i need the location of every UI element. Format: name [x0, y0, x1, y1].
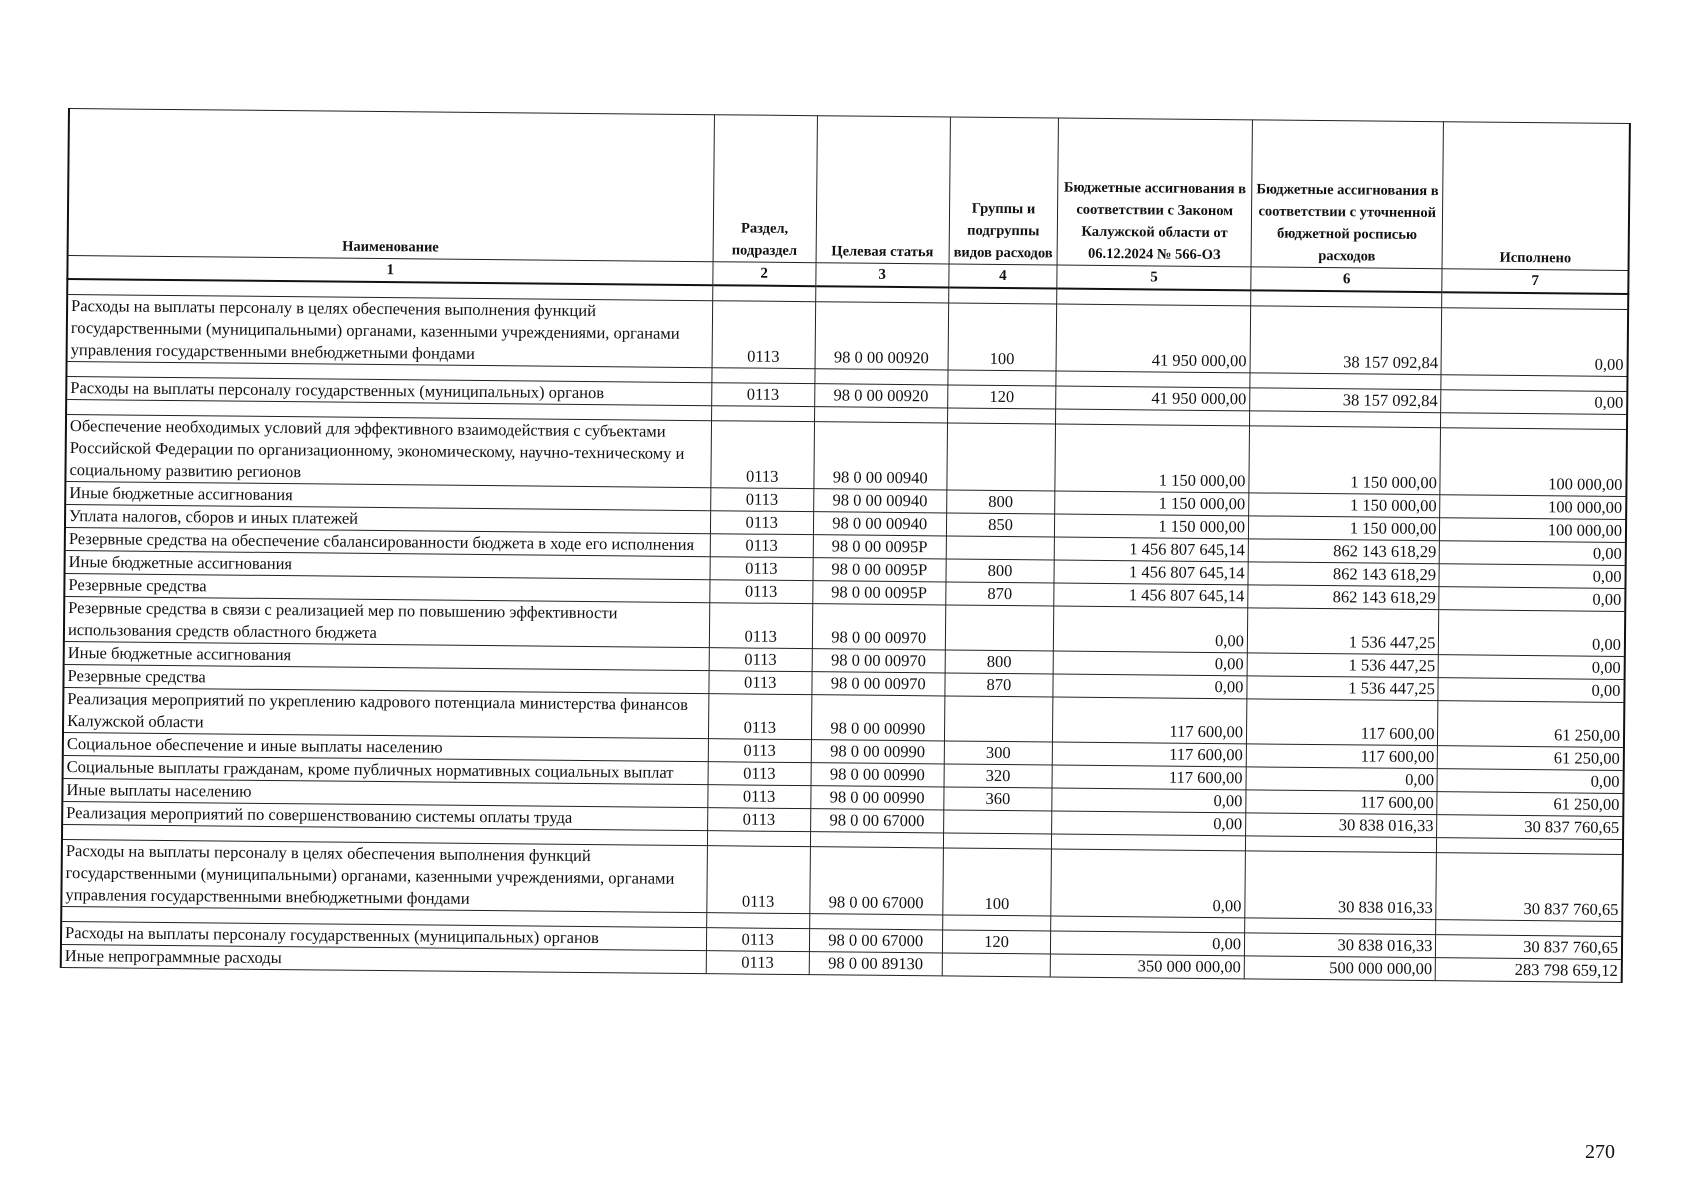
row-name: Иные непрограммные расходы [61, 944, 706, 973]
row-section: 0113 [707, 785, 811, 809]
row-law-amount: 350 000 000,00 [1051, 954, 1245, 979]
spacer-cell [707, 831, 810, 847]
row-executed-amount: 100 000,00 [1440, 518, 1626, 543]
row-law-amount: 117 600,00 [1052, 765, 1246, 790]
row-name: Иные бюджетные ассигнования [64, 641, 709, 670]
row-executed-amount: 0,00 [1438, 678, 1624, 703]
row-refined-amount: 117 600,00 [1246, 744, 1438, 769]
spacer-cell [1251, 290, 1443, 307]
row-name: Иные бюджетные ассигнования [65, 481, 710, 510]
row-target: 98 0 00 0095Р [813, 558, 946, 582]
row-group: 870 [944, 673, 1053, 697]
row-refined-amount: 1 150 000,00 [1248, 516, 1440, 541]
spacer-cell [942, 915, 1051, 931]
row-name: Расходы на выплаты персоналу в целях обеспечения выполнения функций государственными (муниципальными) органами, казенными учреждениями, органами управления государственными внебюджетными фондами [67, 295, 713, 368]
spacer-cell [712, 285, 815, 301]
row-refined-amount: 862 143 618,29 [1248, 562, 1440, 587]
row-target: 98 0 00 0095Р [813, 535, 946, 559]
row-group: 870 [945, 582, 1054, 606]
row-target: 98 0 00 67000 [810, 809, 943, 833]
row-law-amount: 0,00 [1053, 651, 1247, 676]
row-group: 800 [946, 490, 1055, 514]
spacer-cell [706, 913, 809, 929]
column-number: 4 [948, 264, 1057, 289]
row-target: 98 0 00 00920 [815, 302, 948, 370]
row-target: 98 0 00 00990 [811, 786, 944, 810]
row-name: Реализация мероприятий по совершенствованию системы оплаты труда [62, 801, 707, 830]
row-section: 0113 [709, 603, 813, 649]
row-section: 0113 [710, 421, 814, 489]
row-group: 320 [944, 764, 1053, 788]
row-name: Иные бюджетные ассигнования [65, 550, 710, 579]
row-executed-amount: 100 000,00 [1440, 495, 1626, 520]
row-group: 800 [945, 650, 1054, 674]
row-name: Уплата налогов, сборов и иных платежей [65, 504, 710, 533]
column-number: 7 [1442, 269, 1628, 294]
row-group [944, 696, 1053, 742]
row-group: 120 [947, 385, 1056, 409]
spacer-cell [1437, 838, 1623, 855]
spacer-cell [947, 408, 1056, 424]
row-target: 98 0 00 89130 [809, 952, 942, 976]
row-law-amount: 117 600,00 [1053, 697, 1247, 744]
spacer-cell [1057, 289, 1251, 306]
row-refined-amount: 117 600,00 [1246, 790, 1438, 815]
row-section: 0113 [708, 739, 812, 763]
header-law: Бюджетные ассигнования в соответствии с Законом Калужской области от 06.12.2024 № 566-ОЗ [1057, 118, 1252, 267]
row-name: Реализация мероприятий по укреплению кадрового потенциала министерства финансов Калужской области [63, 687, 708, 738]
row-target: 98 0 00 67000 [809, 929, 942, 953]
row-target: 98 0 00 00990 [811, 695, 944, 741]
row-law-amount: 0,00 [1052, 811, 1246, 836]
row-section: 0113 [710, 511, 814, 535]
row-law-amount: 117 600,00 [1053, 742, 1247, 767]
row-name: Резервные средства [64, 573, 709, 602]
row-section: 0113 [711, 383, 815, 407]
row-executed-amount: 30 837 760,65 [1436, 853, 1623, 922]
row-group [945, 605, 1054, 651]
row-refined-amount: 862 143 618,29 [1248, 585, 1440, 610]
spacer-cell [1442, 292, 1628, 309]
row-executed-amount: 0,00 [1439, 655, 1625, 680]
row-section: 0113 [708, 762, 812, 786]
row-executed-amount: 0,00 [1441, 308, 1628, 377]
row-law-amount: 0,00 [1051, 931, 1245, 956]
row-section: 0113 [710, 534, 814, 558]
row-name: Иные выплаты населению [62, 778, 707, 807]
row-executed-amount: 283 798 659,12 [1436, 958, 1622, 983]
row-target: 98 0 00 00970 [812, 649, 945, 673]
row-section: 0113 [706, 846, 810, 914]
spacer-cell [1441, 375, 1627, 392]
row-target: 98 0 00 00990 [811, 740, 944, 764]
row-group [942, 953, 1051, 977]
spacer-cell [711, 406, 814, 422]
row-section: 0113 [709, 580, 813, 604]
header-name: Наименование [68, 109, 714, 262]
row-executed-amount: 0,00 [1439, 564, 1625, 589]
header-refined: Бюджетные ассигнования в соответствии с уточненной бюджетной росписью расходов [1251, 120, 1444, 269]
row-target: 98 0 00 00940 [814, 422, 947, 490]
row-refined-amount: 1 536 447,25 [1247, 608, 1439, 655]
row-refined-amount: 500 000 000,00 [1244, 956, 1436, 981]
row-name: Обеспечение необходимых условий для эффективного взаимодействия с субъектами Российской Федерации по организационному, экономическому, научно-техническому и социальному развитию регионов [65, 414, 711, 487]
row-group: 300 [944, 741, 1053, 765]
row-executed-amount: 30 837 760,65 [1437, 815, 1623, 840]
spacer-cell [810, 832, 943, 848]
spacer-cell [1441, 413, 1627, 430]
spacer-cell [814, 407, 947, 423]
row-name: Резервные средства на обеспечение сбалансированности бюджета в ходе его исполнения [65, 527, 710, 556]
spacer-cell [816, 286, 949, 303]
row-law-amount: 0,00 [1054, 606, 1248, 653]
row-law-amount: 1 456 807 645,14 [1054, 560, 1248, 585]
row-executed-amount: 61 250,00 [1437, 792, 1623, 817]
row-law-amount: 1 456 807 645,14 [1055, 537, 1249, 562]
row-target: 98 0 00 00970 [812, 672, 945, 696]
row-target: 98 0 00 00990 [811, 763, 944, 787]
spacer-cell [711, 368, 814, 384]
row-target: 98 0 00 00940 [813, 512, 946, 536]
row-executed-amount: 0,00 [1437, 769, 1623, 794]
spacer-cell [947, 370, 1056, 386]
row-law-amount: 41 950 000,00 [1056, 386, 1250, 411]
row-executed-amount: 0,00 [1441, 390, 1627, 415]
row-executed-amount: 0,00 [1440, 541, 1626, 566]
row-law-amount: 1 150 000,00 [1055, 491, 1249, 516]
row-refined-amount: 38 157 092,84 [1250, 388, 1442, 413]
row-name: Резервные средства в связи с реализацией мер по повышению эффективности использования средств областного бюджета [64, 596, 709, 647]
row-name: Социальные выплаты гражданам, кроме публичных нормативных социальных выплат [63, 755, 708, 784]
row-group: 100 [948, 303, 1057, 371]
spacer-cell [943, 833, 1052, 849]
row-group [946, 423, 1055, 491]
row-target: 98 0 00 00940 [814, 489, 947, 513]
row-section: 0113 [706, 928, 810, 952]
row-executed-amount: 30 837 760,65 [1436, 935, 1622, 960]
row-refined-amount: 1 150 000,00 [1249, 493, 1441, 518]
row-law-amount: 1 150 000,00 [1055, 514, 1249, 539]
row-section: 0113 [709, 648, 813, 672]
row-target: 98 0 00 00970 [812, 604, 945, 650]
header-section: Раздел, подраздел [713, 115, 818, 263]
row-executed-amount: 0,00 [1439, 587, 1625, 612]
spacer-cell [1436, 920, 1622, 937]
row-section: 0113 [708, 671, 812, 695]
spacer-cell [815, 369, 948, 385]
column-number: 6 [1251, 267, 1443, 292]
column-number: 3 [816, 263, 949, 288]
row-group: 100 [942, 848, 1051, 916]
row-group: 800 [946, 559, 1055, 583]
row-refined-amount: 0,00 [1246, 767, 1438, 792]
row-group: 120 [942, 930, 1051, 954]
spacer-cell [810, 914, 943, 930]
row-refined-amount: 30 838 016,33 [1246, 813, 1438, 838]
row-target: 98 0 00 0095Р [813, 581, 946, 605]
page-number: 270 [1585, 1141, 1615, 1163]
row-name: Расходы на выплаты персоналу государственных (муниципальных) органов [61, 921, 706, 950]
column-number: 5 [1057, 265, 1251, 290]
row-name: Социальное обеспечение и иные выплаты населению [63, 732, 708, 761]
row-group [943, 810, 1052, 834]
row-group: 360 [943, 787, 1052, 811]
row-section: 0113 [710, 488, 814, 512]
row-refined-amount: 30 838 016,33 [1244, 933, 1436, 958]
row-law-amount: 41 950 000,00 [1056, 304, 1250, 373]
row-executed-amount: 100 000,00 [1440, 428, 1627, 497]
header-row [68, 109, 1630, 271]
row-law-amount: 0,00 [1053, 674, 1247, 699]
row-group [946, 536, 1055, 560]
table-body [61, 279, 1629, 982]
row-name: Расходы на выплаты персоналу в целях обеспечения выполнения функций государственными (муниципальными) органами, казенными учреждениями, органами управления государственными внебюджетными фондами [61, 839, 707, 912]
row-executed-amount: 61 250,00 [1438, 701, 1624, 748]
row-refined-amount: 1 536 447,25 [1247, 653, 1439, 678]
row-section: 0113 [712, 301, 816, 369]
row-executed-amount: 0,00 [1439, 610, 1625, 657]
row-law-amount: 0,00 [1051, 849, 1245, 918]
row-refined-amount: 1 150 000,00 [1249, 426, 1441, 495]
row-section: 0113 [707, 808, 811, 832]
row-refined-amount: 862 143 618,29 [1248, 539, 1440, 564]
row-target: 98 0 00 67000 [810, 847, 943, 915]
row-target: 98 0 00 00920 [815, 384, 948, 408]
row-refined-amount: 1 536 447,25 [1247, 676, 1439, 701]
row-name: Расходы на выплаты персоналу государственных (муниципальных) органов [66, 376, 711, 405]
row-refined-amount: 30 838 016,33 [1245, 851, 1437, 920]
row-section: 0113 [706, 951, 810, 975]
column-number: 1 [67, 256, 712, 286]
row-law-amount: 1 150 000,00 [1055, 424, 1249, 493]
header-groups: Группы и подгруппы видов расходов [949, 117, 1059, 265]
row-section: 0113 [710, 557, 814, 581]
row-group: 850 [946, 513, 1055, 537]
header-executed: Исполнено [1442, 122, 1629, 271]
row-refined-amount: 38 157 092,84 [1250, 306, 1442, 375]
row-executed-amount: 61 250,00 [1438, 746, 1624, 771]
row-law-amount: 0,00 [1052, 788, 1246, 813]
column-number: 2 [712, 262, 816, 286]
row-law-amount: 1 456 807 645,14 [1054, 583, 1248, 608]
row-name: Резервные средства [63, 664, 708, 693]
row-refined-amount: 117 600,00 [1246, 699, 1438, 746]
budget-table [60, 108, 1631, 983]
header-target: Целевая статья [816, 116, 950, 264]
row-section: 0113 [708, 694, 812, 740]
spacer-cell [948, 287, 1057, 304]
